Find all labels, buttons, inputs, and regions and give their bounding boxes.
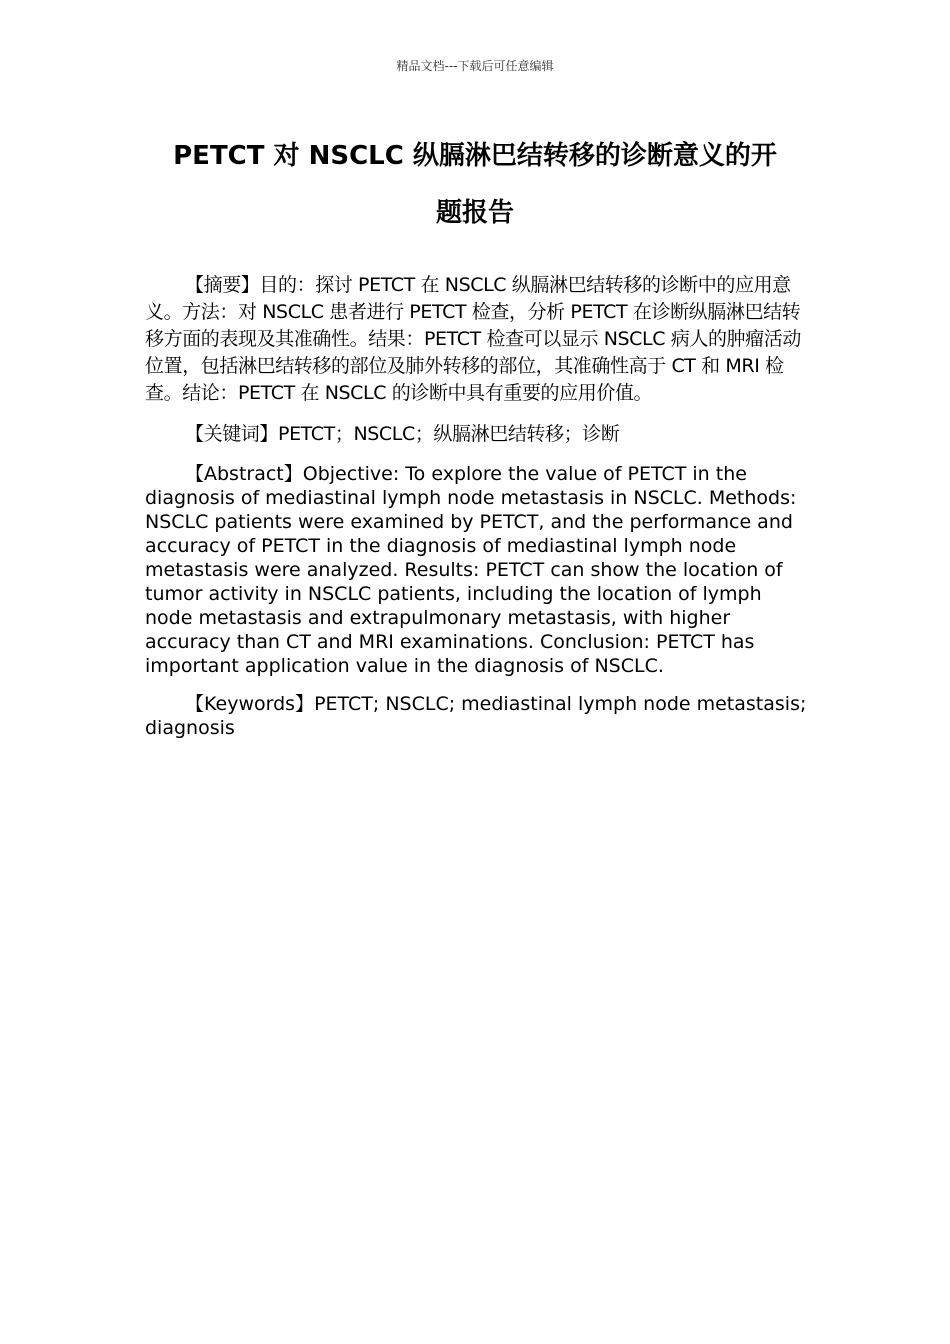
title-line-2: 题报告: [435, 198, 514, 228]
document-title: [145, 128, 805, 242]
abstract-en-label: 【Abstract】: [185, 463, 303, 485]
keywords-en: [145, 692, 810, 740]
title-line-1: PETCT 对 NSCLC 纵膈淋巴结转移的诊断意义的开: [173, 141, 777, 171]
page-header: 精品文档---下载后可任意编辑: [396, 59, 554, 73]
abstract-zh-label: 【摘要】: [185, 274, 260, 296]
abstract-en: [145, 462, 810, 678]
keywords-en-text: PETCT; NSCLC; mediastinal lymph node metastasis; diagnosis: [145, 693, 807, 739]
abstract-zh: [145, 272, 810, 407]
keywords-zh-label: 【关键词】: [185, 423, 279, 445]
abstract-zh-text: 目的：探讨 PETCT 在 NSCLC 纵膈淋巴结转移的诊断中的应用意义。方法：对 NSCLC 患者进行 PETCT 检查，分析 PETCT 在诊断纵膈淋巴结转移方面的表现及其准确性。结果：PETCT 检查可以显示 NSCLC 病人的肿瘤活动位置，包括淋巴结转移的部位及肺外转移的部位，其准确性高于 CT 和 MRI 检查。结论：PETCT 在 NSCLC 的诊断中具有重要的应用价值。: [145, 274, 801, 404]
keywords-en-label: 【Keywords】: [185, 693, 315, 715]
document-body: [145, 272, 810, 754]
keywords-zh-text: PETCT；NSCLC；纵膈淋巴结转移；诊断: [278, 423, 620, 445]
keywords-zh: [145, 421, 810, 448]
abstract-en-text: Objective: To explore the value of PETCT in the diagnosis of mediastinal lymph node metastasis in NSCLC. Methods: NSCLC patients were examined by PETCT, and the performance and accuracy of PETCT in the diagnosis of mediastinal lymph node metastasis were analyzed. Results: PETCT can show the location of tumor activity in NSCLC patients, including the location of lymph node metastasis and extrapulmonary metastasis, with higher accuracy than CT and MRI examinations. Conclusion: PETCT has important application value in the diagnosis of NSCLC.: [145, 463, 797, 677]
